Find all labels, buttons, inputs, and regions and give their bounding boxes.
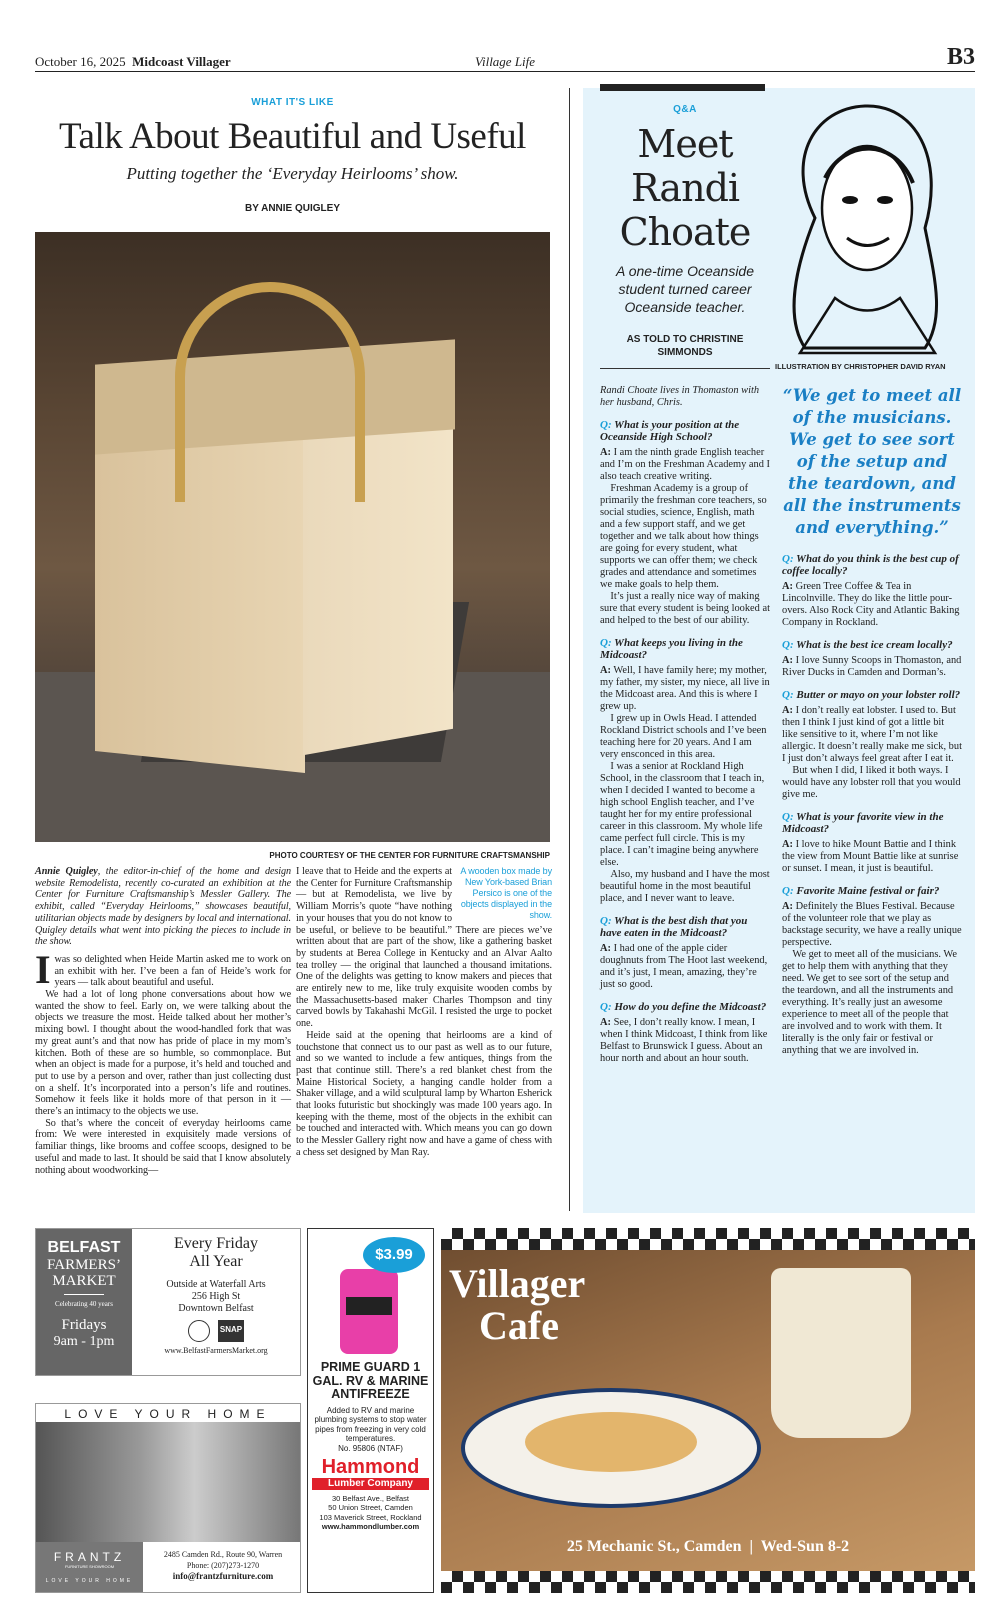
ad-frantz-furniture[interactable] — [35, 1403, 301, 1593]
issue-date: October 16, 2025 Midcoast Villager — [35, 54, 231, 69]
randi-choate-illustration — [775, 98, 955, 358]
ad-address: 30 Belfast Ave., Belfast — [332, 1493, 409, 1503]
qa-question: Q: What do you think is the best cup of coffee locally? — [782, 553, 959, 577]
ad-address: 2485 Camden Rd., Route 90, Warren — [163, 1550, 283, 1559]
page-header — [35, 44, 975, 72]
qa-question: Q: Favorite Maine festival or fair? — [782, 885, 940, 897]
qa-answer: A: Definitely the Blues Festival. Because of the volunteer role that we play as backstage security, we have a really unique perspective. — [782, 901, 962, 948]
product-desc: Added to RV and marine plumbing systems to stop water pipes from freezing in very cold temperatures. — [314, 1405, 427, 1443]
qa-answer: A: Well, I have family here; my mother, my father, my sister, my niece, all live in the Midcoast area. And this is where I grew up. — [600, 665, 770, 712]
ad-hammond-lumber[interactable] — [307, 1228, 434, 1593]
qa-as-told: AS TOLD TO CHRISTINE SIMMONDS — [626, 334, 744, 358]
article-photo-wooden-box — [35, 232, 550, 842]
article-kicker: WHAT IT'S LIKE — [251, 97, 334, 108]
ad-phone: Phone: (207)273-1270 — [186, 1561, 260, 1570]
qa-answer: But when I did, I liked it both ways. I would have any lobster roll that you would give me. — [782, 765, 961, 800]
drop-cap: I — [35, 946, 51, 992]
cafe-name: Villager — [449, 1261, 586, 1306]
qa-question: Q: What keeps you living in the Midcoast? — [600, 637, 743, 661]
product-name: PRIME GUARD 1 GAL. RV & MARINE ANTIFREEZE — [312, 1360, 429, 1401]
ad-headline: Every Friday — [174, 1235, 258, 1252]
qa-column-left — [600, 385, 770, 1065]
checker-border-top — [441, 1228, 975, 1250]
ad-address: 50 Union Street, Camden — [328, 1503, 413, 1512]
ad-headline: All Year — [189, 1253, 243, 1270]
article-column-2 — [296, 866, 552, 1159]
qa-question: Q: Butter or mayo on your lobster roll? — [782, 689, 961, 701]
qa-answer: A: I am the ninth grade English teacher and I’m on the Freshman Academy and I also teach creative writing. — [600, 447, 770, 482]
price-badge: $3.99 — [363, 1237, 425, 1273]
ad-location: 256 High St — [191, 1291, 241, 1302]
qa-kicker: Q&A — [673, 104, 697, 115]
frantz-sub: FURNITURE SHOWROOM — [64, 1564, 115, 1569]
article-paragraph: We had a lot of long phone conversations about how we wanted the show to feel. Early on, we were talking about the objects we treasure the most. Heide talked about her mother’s mixing bowl. I thought about the wood-handled fork that was my great aunt’s and that now has pride of place in my mom’s kitchen. Both of these are so humble, so commonplace. But when an object is made for a purpose, it’s held and touched and put to use by a person and over, rather than just collecting dust on a shelf. It’s incorporated into a person’s life and routines. Somehow it feels like it holds more of that person in it — there’s an intimacy to the objects we use. — [35, 989, 291, 1118]
ad-location: Downtown Belfast — [178, 1303, 254, 1314]
pull-quote: “We get to meet all of the musicians. We get to see sort of the setup and the teardown, and all the instruments and everything.” — [782, 386, 962, 537]
qa-answer: A: I had one of the apple cider doughnuts from The Hoot last weekend, and it’s just, I mean, amazing, they’re just so good. — [600, 943, 768, 990]
article-paragraph: I leave that to Heide and the experts at the Center for Furniture Craftsmanship — but at Remodelista, we live by William Morris’s quote “have nothing in your houses that you do not know to be useful, or believe to be beautiful.” There are pieces we’ve written about that are part of the show, like a gathering basket by students at Berea College in Kentucky and an Alvar Aalto tea trolley — the original that launched a thousand imitations. One of the delights was getting to know makers and pieces that are entirely new to me, like truly exquisite wooden combs by the Massachusetts-based maker Charles Thompson and tiny carved bowls by Takahashi McGil. I resisted the urge to pocket one. — [296, 866, 552, 1030]
hammond-logo: Hammond — [321, 1455, 420, 1478]
qa-deck: A one-time Oceanside student turned career Oceanside teacher. — [616, 263, 754, 315]
cafe-address-hours: 25 Mechanic St., Camden | Wed-Sun 8-2 — [566, 1538, 850, 1555]
frantz-footer: LOVE YOUR HOME — [45, 1578, 134, 1584]
qa-answer: It’s just a really nice way of making sure that every student is being looked at and helped to the best of our ability. — [600, 591, 770, 626]
ad-villager-cafe[interactable] — [441, 1228, 975, 1593]
article-deck: Putting together the ‘Everyday Heirlooms’ show. — [126, 164, 459, 183]
divider — [600, 368, 770, 369]
pancake-plate-image — [461, 1388, 761, 1508]
product-sku: No. 95806 (NTAF) — [338, 1443, 403, 1453]
hammond-logo-sub: Lumber Company — [312, 1478, 429, 1490]
byline: BY ANNIE QUIGLEY — [244, 203, 340, 214]
qa-answer: A: Green Tree Coffee & Tea in Lincolnville. They do like the little pour-overs. Also Rock City and Atlantic Baking Company in Rockland. — [782, 581, 960, 628]
antifreeze-jug-image — [340, 1269, 398, 1354]
ad-headline: LOVE YOUR HOME — [64, 1407, 272, 1421]
ad-url[interactable]: www.hammondlumber.com — [321, 1522, 420, 1531]
qa-intro: Randi Choate lives in Thomaston with her husband, Chris. — [600, 385, 760, 408]
article-paragraph: So that’s where the conceit of everyday heirlooms came from: We were interested in exquisitely made versions of familiar things, like brooms and coffee scoops, designed to be useful and made to last. It should be said that I know absolutely nothing about woodworking— — [35, 1117, 291, 1176]
qa-answer: A: I love to hike Mount Battie and I think the view from Mount Battie like at sunrise or sunset. I mean, it just is beautiful. — [782, 839, 959, 874]
checker-border-bottom — [441, 1571, 975, 1593]
cafe-name: Cafe — [479, 1303, 559, 1348]
qa-answer: We get to meet all of the musicians. We get to help them with anything that they need. We get to see sort of the setup and the teardown, and all the instruments and everything. It’s really just an awesome experience to meet all of the people that are involved and to work with them. It literally is the only fair or festival or anything that we are involved in. — [782, 949, 958, 1056]
article-paragraph: Heide said at the opening that heirlooms are a kind of touchstone that connect us to our past as well as to our future, and so we wanted to include a few antiques, things from the past that continue still. There’s a red blanket chest from the Maine Historical Society, a hanging candle holder from a Shaker village, and a wild sculptural lamp by Wharton Esherick that looks futuristic but shockingly was made 100 years ago. In keeping with the theme, most of the objects in the exhibit can be touched and interacted with. Which means you can go down to the Messler Gallery right now and have a game of chess with a chess set designed by Man Ray. — [296, 1029, 552, 1158]
qa-answer: Also, my husband and I have the most beautiful home in the most beautiful place, and I never want to leave. — [600, 869, 770, 904]
article-column-1: Annie Quigley, the editor-in-chief of the home and design website Remodelista, recently co-curated an exhibition at the Center for Furniture Craftsmanship’s Messler Gallery. The exhibit, called “Everyday Heirlooms,” showcases beautiful, utilitarian objects made by designers by local and international. Quigley details what went into picking the pieces to include in the show. Iwas so delighted when Heide Martin asked me to work on an exhibit with her. I’ve been a fan of Heide’s work for years — talk about beautiful and useful. We had a lot of long phone conversations about how we wanted the show to feel. Early on, we were talking about the objects we treasure the most. Heide talked about her mother’s mixing bowl. I thought about the wood-handled fork that was my great aunt’s and that now has pride of place in my mom’s kitchen. Both of these are so humble, so commonplace. But when an object is made for a purpose, it’s held and touched and put to use by a person and over, rather than just collecting dust on a shelf. It’s incorporated into a person’s life and routines. Somehow it feels like it holds more of that person in it — there’s an intimacy to the objects we use. So that’s where the conceit of everyday heirlooms came from: We were interested in exquisitely made versions of familiar things, like brooms and coffee scoops, designed to be useful and made to last. It should be said that I know absolutely nothing about woodworking— — [35, 866, 292, 1176]
illustration-credit: ILLUSTRATION BY CHRISTOPHER DAVID RYAN — [775, 362, 946, 371]
page-number: B3 — [946, 44, 975, 70]
seal-icon — [188, 1320, 210, 1342]
qa-answer: A: I love Sunny Scoops in Thomaston, and River Ducks in Camden and Dorman’s. — [782, 655, 962, 678]
photo-credit: PHOTO COURTESY OF THE CENTER FOR FURNITURE CRAFTSMANSHIP — [269, 851, 550, 860]
qa-answer: I grew up in Owls Head. I attended Rockland District schools and I’ve been teaching here for 20 years. And I am very ensconced in this area. — [600, 713, 767, 760]
coffee-mug-image — [771, 1268, 911, 1438]
qa-question: Q: What is your position at the Oceanside High School? — [600, 419, 740, 443]
article-intro: Annie Quigley, the editor-in-chief of the home and design website Remodelista, recently co-curated an exhibition at the Center for Furniture Craftsmanship’s Messler Gallery. The exhibit, called “Everyday Heirlooms,” showcases beautiful, utilitarian objects made by designers by local and international. Quigley details what went into picking the pieces to include in the show. — [35, 866, 292, 948]
qa-answer: I was a senior at Rockland High School, in the classroom that I teach in, when I decided I wanted to become a high school English teacher, and I’ve taught her for my entire professional career in this classroom. My whole life came perfect full circle. This is my place. I can’t imagine being anywhere else. — [600, 761, 765, 868]
photo-caption: A wooden box made by New York-based Brian Persico is one of the objects displayed in the show. — [460, 866, 552, 920]
qa-answer: A: I don’t really eat lobster. I used to. But then I think I just kind of got a little bit like sensitive to it, where I’m not like allergic. It doesn’t really make me sick, but I just don’t always feel great after I eat it. — [782, 705, 962, 764]
qa-title: Meet Randi Choate — [619, 122, 751, 254]
qa-question: Q: What is the best ice cream locally? — [782, 639, 953, 651]
qa-question: Q: How do you define the Midcoast? — [600, 1001, 767, 1013]
ad-email[interactable]: info@frantzfurniture.com — [172, 1571, 274, 1581]
column-rule — [569, 88, 570, 1211]
ad-belfast-farmers-market[interactable] — [35, 1228, 301, 1376]
ad-photo-woman-on-sofa — [36, 1422, 300, 1542]
article-title: Talk About Beautiful and Useful — [59, 116, 526, 157]
ad-address: 103 Maverick Street, Rockland — [319, 1512, 422, 1522]
publication-name: Midcoast Villager — [132, 54, 231, 69]
qa-answer: A: See, I don’t really know. I mean, I when I think Midcoast, I think from like Belfast to Brunswick I guess. About an hour north and about an hour south. — [600, 1017, 768, 1064]
ad-location: Outside at Waterfall Arts — [166, 1279, 266, 1290]
qa-column-right — [782, 385, 962, 1057]
qa-question: Q: What is your favorite view in the Midcoast? — [782, 811, 944, 835]
panel-top-bar — [600, 84, 765, 91]
market-logo-block: BELFAST FARMERS’ MARKET Celebrating 40 years Fridays 9am - 1pm — [36, 1229, 132, 1375]
qa-answer: Freshman Academy is a group of primarily the freshman core teachers, so social studies, science, English, math and a few support staff, and we get together and we talk about how things are going for every student, what supports we can offer them; we check grades and attendance and sometimes we make goals to help them. — [600, 483, 767, 590]
frantz-logo: FRANTZ — [53, 1550, 126, 1564]
qa-question: Q: What is the best dish that you have eaten in the Midcoast? — [600, 915, 748, 939]
section-name: Village Life — [475, 54, 536, 69]
snap-icon: SNAP — [218, 1320, 244, 1342]
ad-url[interactable]: www.BelfastFarmersMarket.org — [164, 1346, 268, 1355]
